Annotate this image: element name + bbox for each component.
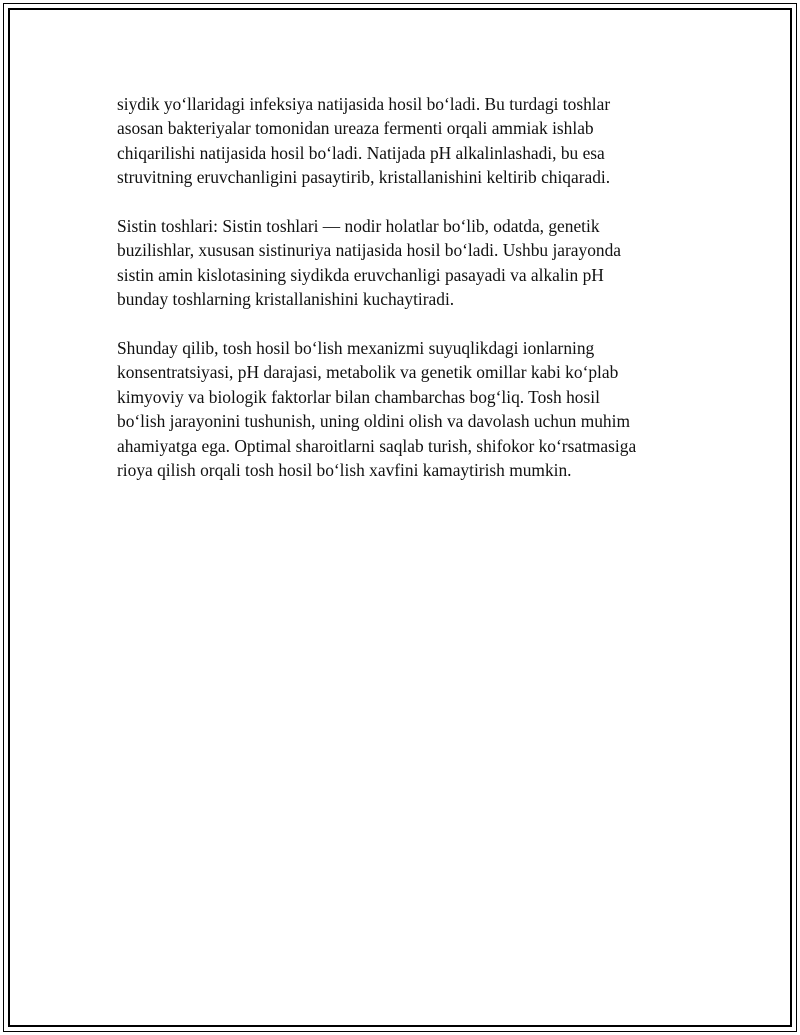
paragraph-conclusion: Shunday qilib, tosh hosil boʻlish mexanizmi suyuqlikdagi ionlarning konsentratsiyasi, pH darajasi, metabolik va genetik omillar kabi koʻplab kimyoviy va biologik faktorlar bilan chambarchas bogʻliq. Tosh hosil boʻlish jarayonini tushunish, uning oldini olish va davolash uchun muhim ahamiyatga ega. Optimal sharoitlarni saqlab turish, shifokor koʻrsatmasiga rioya qilish orqali tosh hosil boʻlish xavfini kamaytirish mumkin. — [117, 338, 637, 481]
document-body — [117, 92, 677, 507]
paragraph-struvite-stones: siydik yoʻllaridagi infeksiya natijasida hosil boʻladi. Bu turdagi toshlar asosan bakteriyalar tomonidan ureaza fermenti orqali ammiak ishlab chiqarilishi natijasida hosil boʻladi. Natijada pH alkalinlashadi, bu esa struvitning eruvchanligini pasaytirib, kristallanishini keltirib chiqaradi. — [117, 94, 611, 188]
paragraph-cystine-stones: Sistin toshlari: Sistin toshlari — nodir holatlar boʻlib, odatda, genetik buzilishlar, xususan sistinuriya natijasida hosil boʻladi. Ushbu jarayonda sistin amin kislotasining siydikda eruvchanligi pasayadi va alkalin pH bunday toshlarning kristallanishini kuchaytiradi. — [117, 216, 622, 310]
